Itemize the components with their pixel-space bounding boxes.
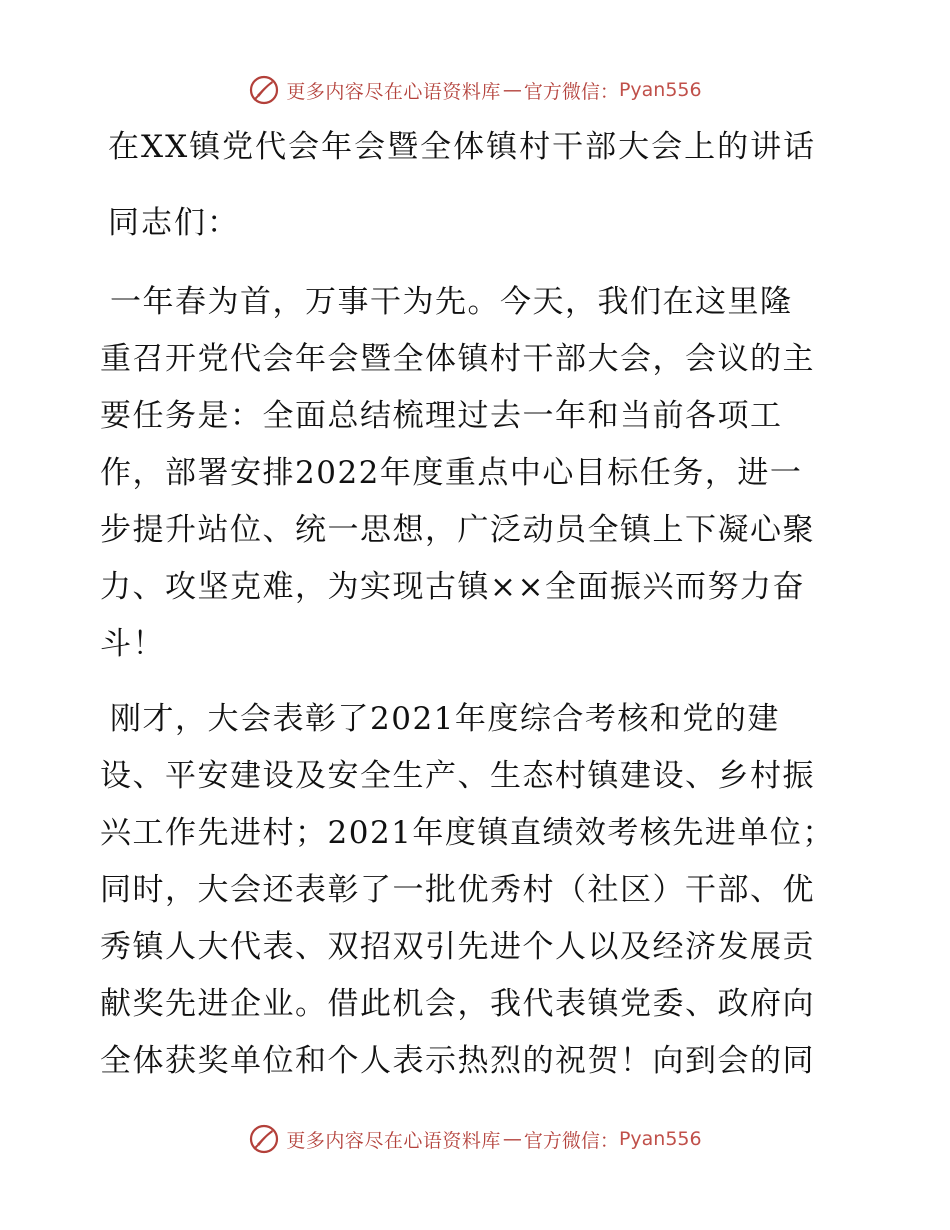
- paragraph-1: [100, 274, 860, 673]
- footer-watermark: [0, 1123, 950, 1155]
- watermark-separator: —: [502, 1128, 522, 1150]
- pen-logo-icon: [248, 74, 280, 106]
- paragraph-line: 设、平安建设及安全生产、生态村镇建设、乡村振: [100, 758, 815, 794]
- watermark-text: 更多内容尽在心语资料库: [286, 80, 501, 103]
- watermark-official-label: 官方微信：: [523, 1129, 619, 1152]
- paragraph-line: 斗！: [100, 626, 165, 662]
- watermark-official-label: 官方微信：: [523, 80, 619, 103]
- paragraph-2: [100, 691, 860, 1090]
- paragraph-line: 重召开党代会年会暨全体镇村干部大会，会议的主: [100, 341, 815, 377]
- paragraph-line: 同时，大会还表彰了一批优秀村（社区）干部、优: [100, 872, 815, 908]
- paragraph-line: 作，部署安排2022年度重点中心目标任务，进一: [100, 455, 803, 491]
- watermark-text: 更多内容尽在心语资料库: [286, 1129, 501, 1152]
- paragraph-line: 刚才，大会表彰了2021年度综合考核和党的建: [110, 701, 780, 737]
- pen-logo-icon: [248, 1123, 280, 1155]
- paragraph-line: 要任务是：全面总结梳理过去一年和当前各项工: [100, 398, 783, 434]
- salutation: 同志们：: [108, 205, 240, 241]
- watermark-wechat-id: Pyan556: [618, 1128, 702, 1150]
- document-body: [100, 118, 860, 1090]
- paragraph-line: 兴工作先进村；2021年度镇直绩效考核先进单位；: [100, 815, 835, 851]
- paragraph-line: 步提升站位、统一思想，广泛动员全镇上下凝心聚: [100, 512, 815, 548]
- paragraph-line: 一年春为首，万事干为先。今天，我们在这里隆: [110, 284, 793, 320]
- header-watermark: [0, 74, 950, 106]
- page-title: 在XX镇党代会年会暨全体镇村干部大会上的讲话: [108, 129, 817, 165]
- paragraph-line: 力、攻坚克难，为实现古镇××全面振兴而努力奋: [100, 569, 805, 605]
- watermark-wechat-id: Pyan556: [618, 79, 702, 101]
- paragraph-line: 全体获奖单位和个人表示热烈的祝贺！向到会的同: [100, 1043, 815, 1079]
- watermark-separator: —: [502, 79, 522, 101]
- paragraph-line: 秀镇人大代表、双招双引先进个人以及经济发展贡: [100, 929, 815, 965]
- paragraph-line: 献奖先进企业。借此机会，我代表镇党委、政府向: [100, 986, 815, 1022]
